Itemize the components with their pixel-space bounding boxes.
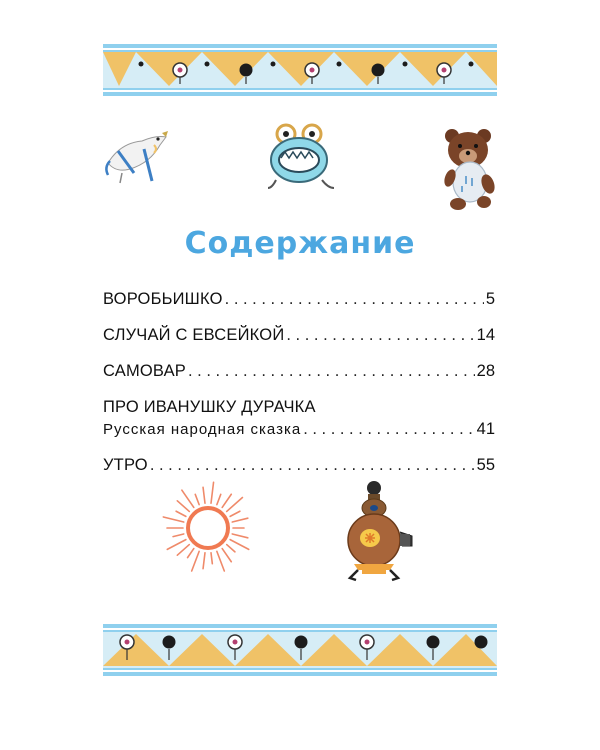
sun-illustration [160, 480, 256, 581]
sun-ray [227, 497, 243, 511]
sun-ray [167, 540, 186, 550]
toc-entry-page: 5 [485, 290, 495, 308]
toc-leader-dots [225, 288, 484, 310]
toc-entry-title: ПРО ИВАНУШКУ ДУРАЧКА [103, 398, 316, 416]
sun-ray [232, 534, 248, 538]
top-border-ornament [103, 44, 497, 96]
sun-ray [177, 501, 189, 512]
sun-ray [211, 482, 214, 503]
sun-ray [232, 518, 248, 522]
sun-ray [211, 553, 212, 564]
monster-illustration [262, 122, 340, 197]
sun-ray [230, 511, 240, 516]
toc-entry [103, 324, 495, 346]
toc-entry-page: 14 [476, 326, 495, 344]
toc-leader-dots [150, 454, 475, 476]
bear-illustration [440, 126, 500, 217]
sun-ray [217, 494, 221, 504]
toc-entry-page: 55 [476, 456, 495, 474]
sun-ray [222, 549, 231, 562]
samovar-illustration [340, 480, 420, 589]
toc-leader-dots [188, 360, 475, 382]
sun-ray [173, 534, 184, 537]
bottom-border-ornament [103, 624, 497, 676]
sun-ray [222, 494, 231, 507]
sun-ray [195, 494, 199, 504]
toc-leader-dots [286, 324, 474, 346]
toc-entry [103, 360, 495, 382]
sun-ray [163, 517, 183, 522]
toc-entry-page: 28 [476, 362, 495, 380]
toc-entry-subtitle: Русская народная сказка [103, 421, 302, 438]
sun-ray [203, 487, 205, 503]
sun-ray [217, 551, 224, 571]
toc-entry-page: 41 [476, 420, 495, 438]
toc-entry-title: ВОРОБЬИШКО [103, 290, 223, 308]
sun-ray [177, 545, 189, 556]
toc-leader-dots [303, 418, 474, 440]
sun-ray [182, 490, 194, 507]
toc-entry [103, 288, 495, 310]
sparrow-illustration [100, 123, 172, 194]
sun-ray [230, 540, 249, 550]
page-title: Содержание [184, 226, 416, 261]
toc-entry [103, 418, 495, 440]
sun-ray [188, 549, 194, 558]
toc-entry-title: УТРО [103, 456, 148, 474]
sun-ray [227, 545, 235, 552]
table-of-contents [103, 288, 495, 476]
toc-entry [103, 454, 495, 476]
sun-ray [176, 511, 186, 516]
toc-entry-title: САМОВАР [103, 362, 187, 380]
sun-ray [203, 553, 205, 569]
toc-entry-title: СЛУЧАЙ С ЕВСЕЙКОЙ [103, 326, 285, 344]
sun-ray [192, 551, 199, 571]
